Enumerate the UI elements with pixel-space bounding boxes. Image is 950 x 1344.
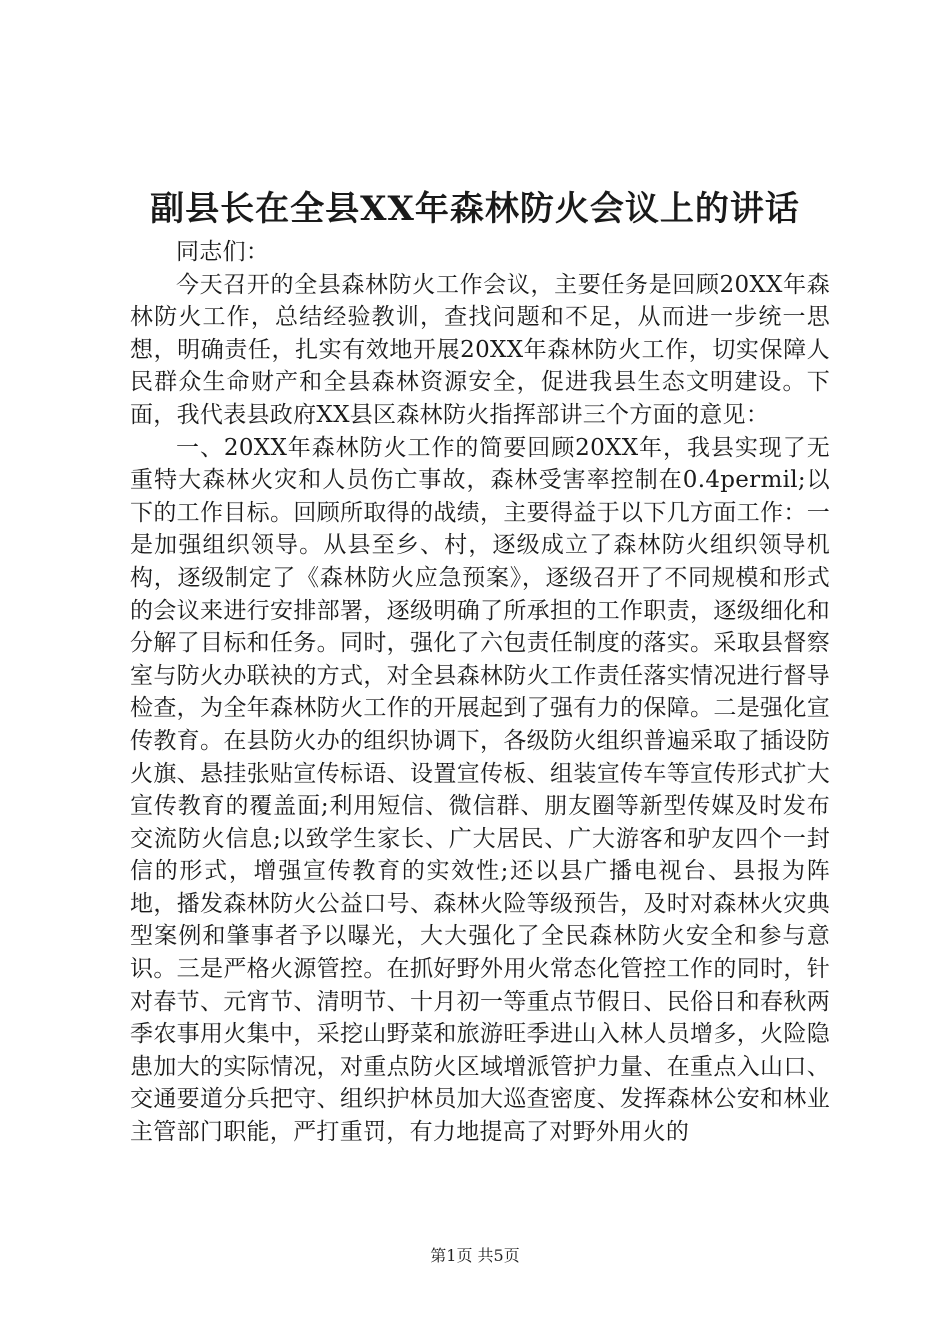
salutation: 同志们： [176,239,270,265]
paragraph-intro: 今天召开的全县森林防火工作会议，主要任务是回顾20XX年森林防火工作，总结经验教训，查找问题和不足，从而进一步统一思想，明确责任，扎实有效地开展20XX年森林防火工作，切实保障人民群众生命财产和全县森林资源安全，促进我县生态文明建设。下面，我代表县政府XX县区森林防火指挥部讲三个方面的意见： [130,271,830,428]
paragraph-review: 一、20XX年森林防火工作的简要回顾20XX年，我县实现了无重特大森林火灾和人员伤亡事故，森林受害率控制在0.4permil;以下的工作目标。回顾所取得的战绩，主要得益于以下几方面工作：一是加强组织领导。从县至乡、村，逐级成立了森林防火组织领导机构，逐级制定了《森林防火应急预案》，逐级召开了不同规模和形式的会议来进行安排部署，逐级明确了所承担的工作职责，逐级细化和分解了目标和任务。同时，强化了六包责任制度的落实。采取县督察室与防火办联袂的方式，对全县森林防火工作责任落实情况进行督导检查，为全年森林防火工作的开展起到了强有力的保障。二是强化宣传教育。在县防火办的组织协调下，各级防火组织普遍采取了插设防火旗、悬挂张贴宣传标语、设置宣传板、组装宣传车等宣传形式扩大宣传教育的覆盖面;利用短信、微信群、朋友圈等新型传媒及时发布交流防火信息;以致学生家长、广大居民、广大游客和驴友四个一封信的形式，增强宣传教育的实效性;还以县广播电视台、县报为阵地，播发森林防火公益口号、森林火险等级预告，及时对森林火灾典型案例和肇事者予以曝光，大大强化了全民森林防火安全和参与意识。三是严格火源管控。在抓好野外用火常态化管控工作的同时，针对春节、元宵节、清明节、十月初一等重点节假日、民俗日和春秋两季农事用火集中，采挖山野菜和旅游旺季进山入林人员增多，火险隐患加大的实际情况，对重点防火区域增派管护力量、在重点入山口、交通要道分兵把守、组织护林员加大巡查密度、发挥森林公安和林业主管部门职能，严打重罚，有力地提高了对野外用火的 [130,434,830,1146]
page-footer: 第1页 共5页 [430,1246,520,1265]
document-body [130,236,830,1149]
document-title: 副县长在全县XX年森林防火会议上的讲话 [150,189,800,229]
